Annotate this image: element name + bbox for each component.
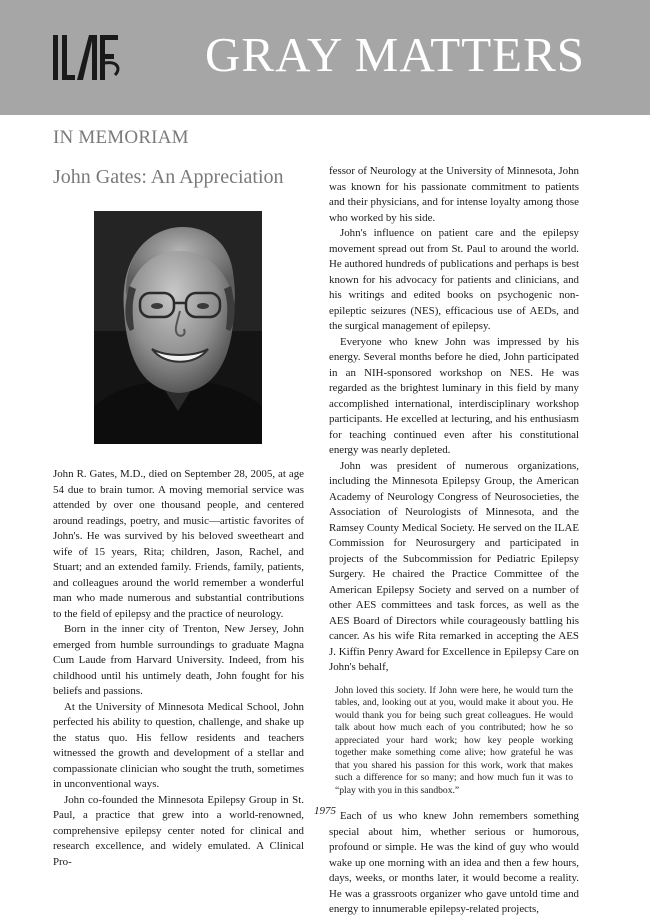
paragraph: John's influence on patient care and the epilepsy movement spread out from St. Paul to around the world. He authored hundreds of publications and perhaps is best known for his advocacy for patients and clinicians, and his writings and edited books on psychogenic non-epileptic seizures (NES), efficacious use of AEDs, and the surgical management of epilepsy. <box>329 227 579 332</box>
page-number: 1975 <box>314 805 336 817</box>
paragraph: John was president of numerous organizations, including the Minnesota Epilepsy Group, the American Academy of Neurology Congress of Neurosocieties, the Association of Neurologists of Minnesota, and the Ramsey County Medical Society. He served on the ILAE Commission for Neurosurgery and participated in projects of the Subcommission for Pediatric Epilepsy Surgery. He chaired the Practice Committee of the American Epilepsy Society and served on a number of other AES committees and task forces, as well as the AES Board of Directors while courageously battling his cancer. As his wife Rita remarked in accepting the AES J. Kiffin Penry Award for Excellence in Epilepsy Care on John's behalf, <box>329 459 579 673</box>
block-quote: John loved this society. If John were here, he would turn the tables, and, looking out at you, would make it about you. He would thank you for being such great colleagues. He would talk about how much each of you contributed; how he so appreciated your hard work; how key people working together make something come alive; how grateful he was that you shared his passion for this work, work that makes such a difference for so many; and how much fun it was to “play with you in this sandbox.” <box>335 684 573 796</box>
header-banner <box>0 0 650 115</box>
portrait-photo <box>94 211 262 444</box>
paragraph: Born in the inner city of Trenton, New Jersey, John emerged from humble surroundings to graduate Magna Cum Laude from Harvard University. Indeed, from his childhood until his untimely death, John fought for his beliefs and passions. <box>53 623 304 697</box>
paragraph: fessor of Neurology at the University of Minnesota, John was known for his passionate commitment to patients and their physicians, and for intense loyalty among those who worked by his side. <box>329 165 579 224</box>
paragraph: John R. Gates, M.D., died on September 28, 2005, at age 54 due to brain tumor. A moving memorial service was attended by over one thousand people, and centered around readings, poetry, and music—artistic favorites of John's. He was survived by his beloved sweetheart and wife of 15 years, Rita; children, Jason, Rachel, and Stuart; and an extended family. Friends, family, patients, and colleagues around the world remember a wonderful man who made numerous and substantial contributions to the field of epilepsy and the practice of neurology. <box>53 468 304 620</box>
paragraph: At the University of Minnesota Medical School, John perfected his ability to question, challenge, and shake up the status quo. His fellow residents and teachers witnessed the growth and development of a stellar and compassionate clinician who sought the truth, sometimes in unconventional ways. <box>53 700 304 790</box>
ilae-logo <box>52 33 122 83</box>
paragraph: John co-founded the Minnesota Epilepsy Group in St. Paul, a practice that grew into a world-renowned, comprehensive epilepsy center noted for clinical and research excellence, and widely emulated. A Clinical Pro- <box>53 793 304 868</box>
paragraph: Each of us who knew John remembers something special about him, whether serious or humorous, profound or simple. He was the kind of guy who would wake up one morning with an idea and then a few hours, days, weeks, or months later, it would become a reality. He was a grassroots organizer who gave untold time and energy to innumerable epilepsy-related projects, <box>329 810 579 915</box>
banner-title: GRAY MATTERS <box>205 27 586 82</box>
section-label: IN MEMORIAM <box>53 127 189 148</box>
article-title: John Gates: An Appreciation <box>53 166 284 188</box>
paragraph: Everyone who knew John was impressed by his energy. Several months before he died, John participated in an NIH-sponsored workshop on NES. He was regarded as the brightest luminary in this field by many accomplished international, interdisciplinary workshop participants. He excelled at lecturing, and his enthusiasm for teaching continued even after his constitutional energy was nearly depleted. <box>329 335 579 456</box>
